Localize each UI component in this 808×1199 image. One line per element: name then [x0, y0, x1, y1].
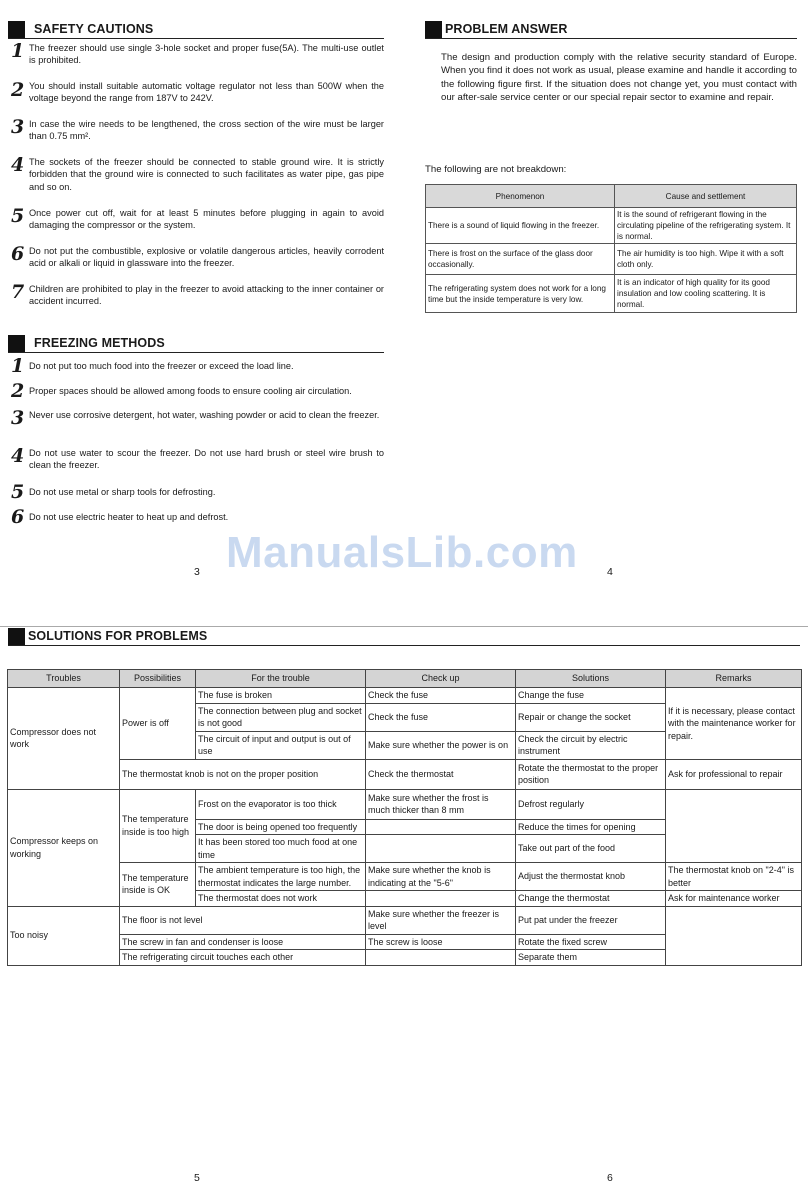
safety-cautions-header [8, 21, 384, 39]
cause-cell: The air humidity is too high. Wipe it with a soft cloth only. [615, 244, 797, 275]
for-trouble-cell: The thermostat knob is not on the proper position [120, 759, 366, 789]
section-marker [8, 628, 25, 645]
for-trouble-cell: Frost on the evaporator is too thick [196, 789, 366, 819]
table-row [426, 244, 797, 275]
col-header: Solutions [516, 670, 666, 688]
safety-item-text: Children are prohibited to play in the freezer to avoid attacking to the inner container or accident incurred. [29, 284, 384, 307]
item-number: 4 [11, 154, 25, 176]
for-trouble-cell: The fuse is broken [196, 688, 366, 704]
solution-cell: Repair or change the socket [516, 703, 666, 731]
possibility-cell: Power is off [120, 688, 196, 760]
col-header: Troubles [8, 670, 120, 688]
for-trouble-cell: The connection between plug and socket is not good [196, 703, 366, 731]
safety-cautions-title: SAFETY CAUTIONS [34, 22, 154, 36]
solution-cell: Separate them [516, 950, 666, 966]
table-row [426, 208, 797, 244]
phenomenon-cell: There is frost on the surface of the glass door occasionally. [426, 244, 615, 275]
page-number: 4 [607, 566, 613, 578]
item-number: 2 [11, 380, 25, 402]
phenomenon-cell: The refrigerating system does not work for a long time but the inside temperature is very low. [426, 275, 615, 313]
safety-item-text: In case the wire needs to be lengthened, the cross section of the wire must be larger than 0.75 mm². [29, 119, 384, 142]
solution-cell: Defrost regularly [516, 789, 666, 819]
check-up-cell: Make sure whether the power is on [366, 731, 516, 759]
item-number: 3 [11, 407, 25, 429]
table-header-row [426, 185, 797, 208]
item-number: 6 [11, 506, 25, 528]
for-trouble-cell: The floor is not level [120, 906, 366, 934]
item-number: 7 [11, 281, 25, 303]
col-header: Remarks [666, 670, 802, 688]
table-row [8, 759, 802, 789]
item-number: 6 [11, 243, 25, 265]
table-row [8, 863, 802, 891]
col-header: Phenomenon [426, 185, 615, 208]
item-number: 2 [11, 79, 25, 101]
safety-item-text: Do not put the combustible, explosive or volatile dangerous articles, heavily corrodent acid or alkali or liquid in glassware into the freezer. [29, 246, 384, 269]
page-number: 5 [194, 1172, 200, 1184]
remark-cell: Ask for maintenance worker [666, 891, 802, 907]
trouble-cell: Compressor does not work [8, 688, 120, 790]
solution-cell: Rotate the thermostat to the proper position [516, 759, 666, 789]
check-up-cell: Check the fuse [366, 703, 516, 731]
watermark: ManualsLib.com [226, 528, 578, 577]
item-number: 5 [11, 481, 25, 503]
item-number: 3 [11, 116, 25, 138]
remark-cell: Ask for professional to repair [666, 759, 802, 789]
check-up-cell: Check the thermostat [366, 759, 516, 789]
solution-cell: Reduce the times for opening [516, 819, 666, 835]
safety-item-text: The sockets of the freezer should be connected to stable ground wire. It is strictly forbidden that the ground wire is connected to such facilitates as water pipe, gas pipe and so on. [29, 157, 384, 192]
safety-item-text: You should install suitable automatic voltage regulator not less than 500W when the voltage beyond the range from 187V to 242V. [29, 81, 384, 104]
solution-cell: Adjust the thermostat knob [516, 863, 666, 891]
not-breakdown-label: The following are not breakdown: [425, 164, 567, 175]
freezing-item-text: Do not use electric heater to heat up and defrost. [29, 512, 229, 522]
item-number: 1 [11, 40, 25, 62]
solution-cell: Change the thermostat [516, 891, 666, 907]
page-divider [0, 626, 808, 627]
remark-cell [666, 789, 802, 863]
freezing-item-text: Never use corrosive detergent, hot water, washing powder or acid to clean the freezer. [29, 410, 380, 420]
section-marker [8, 335, 25, 352]
trouble-cell: Compressor keeps on working [8, 789, 120, 906]
freezing-methods-title: FREEZING METHODS [34, 336, 165, 350]
check-up-cell [366, 819, 516, 835]
solution-cell: Check the circuit by electric instrument [516, 731, 666, 759]
section-marker [8, 21, 25, 38]
check-up-cell: Make sure whether the knob is indicating at the "5-6" [366, 863, 516, 891]
safety-item-text: The freezer should use single 3-hole socket and proper fuse(5A). The multi-use outlet is prohibited. [29, 43, 384, 66]
phenomenon-cell: There is a sound of liquid flowing in the freezer. [426, 208, 615, 244]
cause-cell: It is the sound of refrigerant flowing in the circulating pipeline of the refrigerating system. It is normal. [615, 208, 797, 244]
freezing-methods-header [8, 335, 384, 353]
check-up-cell: Check the fuse [366, 688, 516, 704]
check-up-cell [366, 891, 516, 907]
item-number: 5 [11, 205, 25, 227]
trouble-cell: Too noisy [8, 906, 120, 965]
for-trouble-cell: It has been stored too much food at one time [196, 835, 366, 863]
solution-cell: Take out part of the food [516, 835, 666, 863]
col-header: For the trouble [196, 670, 366, 688]
check-up-cell [366, 835, 516, 863]
col-header: Check up [366, 670, 516, 688]
for-trouble-cell: The ambient temperature is too high, the thermostat indicates the large number. [196, 863, 366, 891]
page-number: 6 [607, 1172, 613, 1184]
solutions-table [7, 669, 802, 966]
problem-intro: The design and production comply with the relative security standard of Europe. When you find it does not work as usual, please examine and handle it according to the following figure first. If the situation does not change yet, you must contact with our after-sale service center or our special repair sector to examine and repair. [441, 52, 797, 104]
solution-cell: Change the fuse [516, 688, 666, 704]
freezing-item-text: Do not use water to scour the freezer. Do not use hard brush or steel wire brush to clean the freezer. [29, 448, 384, 471]
table-row [8, 906, 802, 934]
check-up-cell: Make sure whether the frost is much thicker than 8 mm [366, 789, 516, 819]
check-up-cell: Make sure whether the freezer is level [366, 906, 516, 934]
for-trouble-cell: The screw in fan and condenser is loose [120, 934, 366, 950]
remark-cell: If it is necessary, please contact with the maintenance worker for repair. [666, 688, 802, 760]
freezing-item-text: Do not put too much food into the freezer or exceed the load line. [29, 361, 294, 371]
item-number: 1 [11, 355, 25, 377]
freezing-item-text: Do not use metal or sharp tools for defrosting. [29, 487, 216, 497]
table-row [8, 688, 802, 704]
table-row [426, 275, 797, 313]
solution-cell: Put pat under the freezer [516, 906, 666, 934]
for-trouble-cell: The door is being opened too frequently [196, 819, 366, 835]
table-header-row [8, 670, 802, 688]
for-trouble-cell: The circuit of input and output is out of use [196, 731, 366, 759]
col-header: Possibilities [120, 670, 196, 688]
item-number: 4 [11, 445, 25, 467]
check-up-cell: The screw is loose [366, 934, 516, 950]
col-header: Cause and settlement [615, 185, 797, 208]
section-marker [425, 21, 442, 38]
possibility-cell: The temperature inside is too high [120, 789, 196, 863]
solutions-title: SOLUTIONS FOR PROBLEMS [28, 629, 208, 643]
freezing-item-text: Proper spaces should be allowed among foods to ensure cooling air circulation. [29, 386, 352, 396]
cause-cell: It is an indicator of high quality for its good insulation and low cooling scattering. It is normal. [615, 275, 797, 313]
check-up-cell [366, 950, 516, 966]
for-trouble-cell: The refrigerating circuit touches each other [120, 950, 366, 966]
table-row [8, 789, 802, 819]
page-number: 3 [194, 566, 200, 578]
safety-item-text: Once power cut off, wait for at least 5 minutes before plugging in again to avoid damaging the compressor or the system. [29, 208, 384, 231]
remark-cell [666, 906, 802, 965]
solution-cell: Rotate the fixed screw [516, 934, 666, 950]
problem-answer-header [425, 21, 797, 39]
for-trouble-cell: The thermostat does not work [196, 891, 366, 907]
remark-cell: The thermostat knob on "2-4" is better [666, 863, 802, 891]
possibility-cell: The temperature inside is OK [120, 863, 196, 907]
solutions-header [8, 628, 800, 646]
phenomenon-table [425, 184, 797, 313]
problem-answer-title: PROBLEM ANSWER [445, 22, 568, 36]
